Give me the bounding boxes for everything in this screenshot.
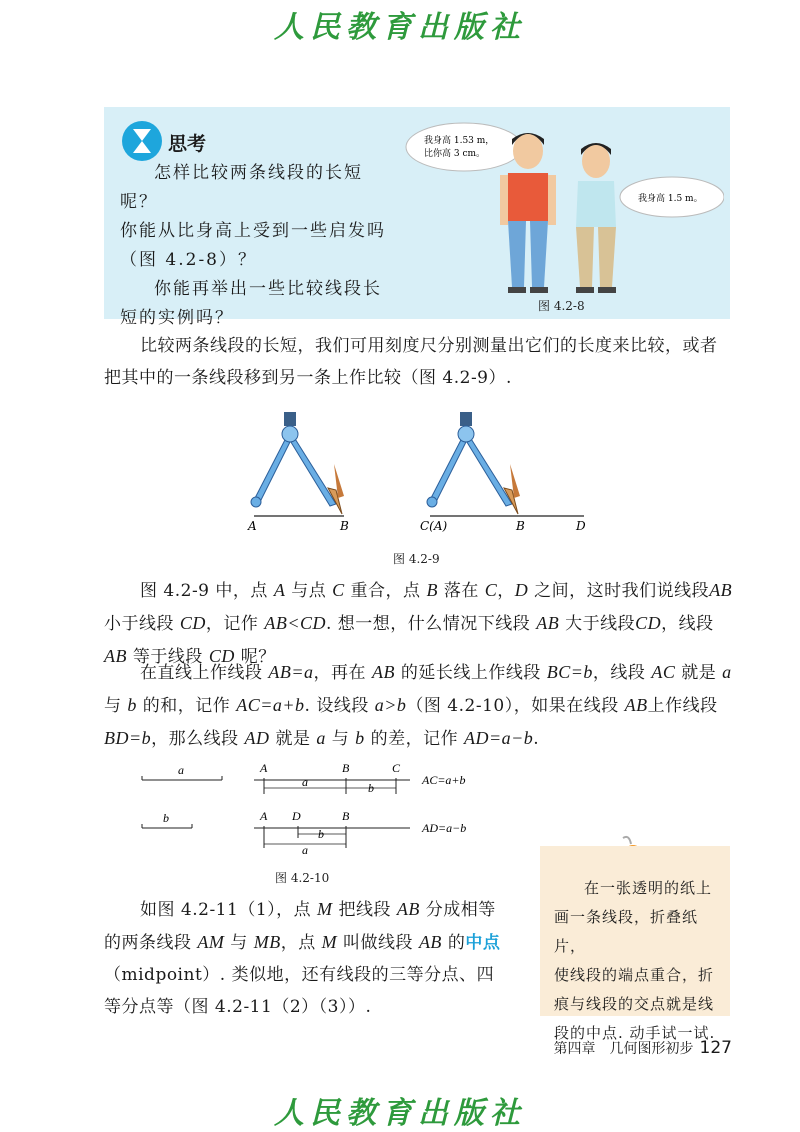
text: 的延长线上作线段	[394, 663, 547, 683]
text: 就是	[269, 729, 317, 749]
math: C	[332, 580, 345, 600]
key-term: 点	[482, 933, 501, 953]
text: 是	[698, 663, 723, 683]
math: M	[317, 899, 333, 919]
text: 的差，记作	[364, 729, 464, 749]
text: 比较两条线段的长短，我们可用刻度尺分别测量出它们的长度来比较，或	[140, 336, 700, 356]
math: AB	[396, 899, 420, 919]
think-line: 短的实例吗？	[120, 308, 234, 328]
text: 就	[675, 663, 699, 683]
point-label: B	[516, 519, 525, 533]
text: 小于线段	[104, 614, 180, 634]
math: AB<CD	[264, 613, 326, 633]
text: . 设线段	[304, 696, 375, 716]
math: AC	[651, 662, 676, 682]
point-label: B	[342, 761, 350, 775]
math: MB	[253, 932, 281, 952]
publisher-footer: 人民教育出版社	[274, 1096, 526, 1131]
equation-label: AC=a+b	[422, 773, 466, 787]
math: A	[273, 580, 286, 600]
text: 与	[325, 729, 356, 749]
text: 与	[224, 933, 254, 953]
key-term: 中	[465, 933, 483, 953]
think-box	[104, 107, 730, 328]
text: 如图 4.2-11（1），点	[140, 900, 318, 920]
math: AB	[624, 695, 648, 715]
difference-construction	[254, 809, 466, 857]
think-line: 你能从比身高上受到一些启发吗	[120, 221, 386, 241]
figure-caption: 图 4.2-9	[393, 552, 440, 566]
text: 分成相等	[419, 900, 496, 920]
math: CD	[635, 613, 662, 633]
figure-caption: 图 4.2-8	[538, 299, 585, 313]
text: 在直线上作线段	[140, 663, 269, 683]
point-label: D	[576, 519, 586, 533]
math: a	[316, 728, 326, 748]
math: b	[127, 695, 137, 715]
math: CD	[179, 613, 206, 633]
bubble-left-2: 比你高 3 cm。	[424, 149, 486, 159]
math: a>b	[374, 695, 407, 715]
segment-a	[142, 763, 222, 780]
note-line: 使线段的端点重合，折	[554, 966, 715, 984]
math: AM	[197, 932, 225, 952]
side-note	[540, 846, 730, 1042]
equation-label: AD=a−b	[422, 821, 467, 835]
segment-label: a	[178, 763, 184, 777]
segment-sum-difference-figure	[130, 758, 490, 858]
text: 图 4.2-9 中，点	[140, 581, 274, 601]
text: 的	[441, 933, 466, 953]
text: 落在	[437, 581, 485, 601]
text: ，那么线段	[151, 729, 245, 749]
note-text	[554, 874, 722, 1048]
text: ，点	[280, 933, 322, 953]
note-line: 在一张透明的纸上	[584, 879, 713, 897]
point-label: D	[292, 809, 301, 823]
text: 之间，这时我们说线段	[528, 581, 710, 601]
compass-right	[420, 412, 586, 533]
text: 的和，记作	[136, 696, 237, 716]
point-label: B	[342, 809, 350, 823]
segment-label: b	[368, 781, 374, 795]
think-line: 怎样比较两条线段的长短呢？	[120, 163, 363, 212]
point-label: C(A)	[420, 519, 448, 533]
compass-comparison-figure	[230, 404, 600, 540]
text: 叫做线段	[337, 933, 419, 953]
paragraph	[104, 330, 734, 394]
segment-label: a	[302, 843, 308, 857]
figure-caption: 图 4.2-10	[275, 871, 330, 885]
text: 与	[104, 696, 128, 716]
math: BC=b	[546, 662, 593, 682]
text: 者把其中的一条线段移到另一条上作比较（图 4.2-9）.	[104, 336, 718, 388]
bubble-right: 我身高 1.5 m。	[638, 194, 703, 204]
page-number: 127	[699, 1038, 732, 1058]
text: 大于线段	[559, 614, 636, 634]
text: ，再在	[313, 663, 372, 683]
math: CD	[208, 646, 235, 666]
text: ，记作	[205, 614, 265, 634]
page-footer	[540, 1038, 732, 1058]
text: 四等分点等（图 4.2-11（2）（3））.	[104, 965, 495, 1017]
point-label: A	[260, 761, 268, 775]
think-line: 你能再举出一些比较线段长	[154, 279, 382, 299]
text: 与点	[285, 581, 333, 601]
publisher-header: 人民教育出版社	[274, 10, 526, 45]
bubble-left-1: 我身高 1.53 m，	[424, 136, 495, 146]
sum-construction	[254, 761, 466, 795]
segment-b	[142, 811, 192, 828]
math: b	[355, 728, 365, 748]
math: AD=a−b	[463, 728, 534, 748]
text: .	[533, 729, 540, 749]
text: ，	[497, 581, 515, 601]
note-line: 段的中点. 动手试一试.	[554, 1024, 716, 1042]
math: a	[722, 662, 732, 682]
math: B	[426, 580, 438, 600]
math: AB	[418, 932, 442, 952]
think-text	[120, 159, 396, 333]
text: 的两条线段	[104, 933, 198, 953]
text: 上作线段	[647, 696, 718, 716]
text: ，线段	[592, 663, 652, 683]
paragraph	[104, 893, 504, 1023]
math: AB	[104, 646, 127, 666]
point-label: A	[248, 519, 257, 533]
segment-label: b	[318, 827, 324, 841]
math: D	[514, 580, 529, 600]
text: （图 4.2-10），如果在线段	[406, 696, 625, 716]
math: AC=a+b	[236, 695, 305, 715]
math: M	[321, 932, 338, 952]
segment-label: a	[302, 775, 308, 789]
note-line: 痕与线段的交点就是线	[554, 995, 715, 1013]
compass-left	[247, 412, 349, 533]
think-line: （图 4.2-8）？	[120, 250, 257, 270]
text: 呢？	[234, 647, 276, 667]
text: ，线段	[661, 614, 714, 634]
short-boy	[576, 143, 616, 293]
text: 重合，点	[344, 581, 427, 601]
math: BD=b	[104, 728, 152, 748]
point-label: B	[340, 519, 349, 533]
chapter-title: 第四章 几何图形初步	[553, 1041, 694, 1057]
text: 把线段	[332, 900, 397, 920]
height-comparison-illustration	[404, 111, 724, 297]
paragraph	[104, 656, 734, 755]
math: AB	[371, 662, 395, 682]
math: AB	[709, 580, 733, 600]
text: 等于线段	[127, 647, 209, 667]
math: C	[484, 580, 498, 600]
text: （midpoint）. 类似地，还有线段的三等分点、	[104, 965, 477, 985]
math: AB=a	[268, 662, 314, 682]
note-line: 画一条线段，折叠纸片，	[554, 908, 699, 955]
text: . 想一想，什么情况下线段	[325, 614, 537, 634]
point-label: C	[392, 761, 401, 775]
compass-think-icon	[120, 119, 164, 163]
point-label: A	[260, 809, 268, 823]
math: AD	[244, 728, 270, 748]
math: AB	[536, 613, 560, 633]
think-title: 思考	[168, 133, 207, 155]
segment-label: b	[163, 811, 169, 825]
